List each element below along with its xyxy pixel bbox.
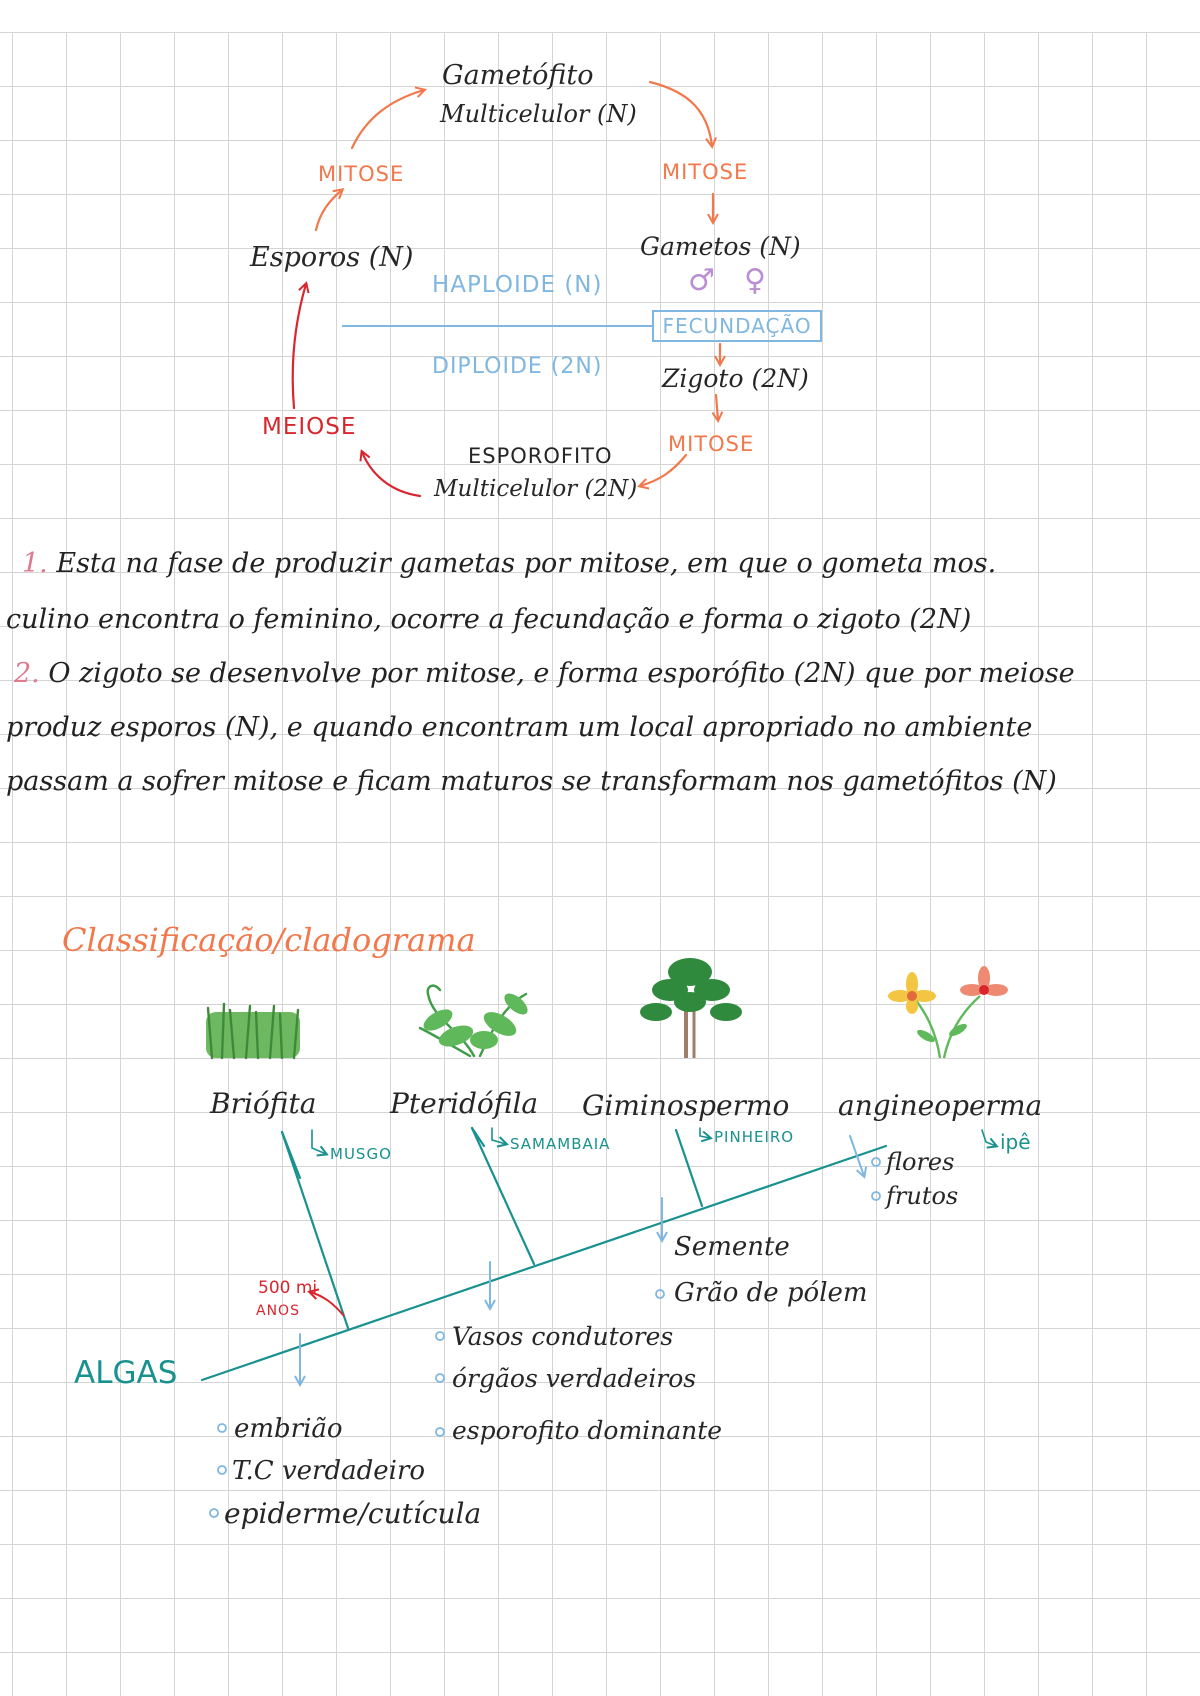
mitose-label-bottom: MITOSE: [668, 432, 755, 456]
example-ipe: ipê: [1000, 1130, 1031, 1154]
paragraph-2-line-3: passam a sofrer mitose e ficam maturos se transformam nos gametófitos (N): [6, 766, 1057, 797]
paragraph-1-line-2: culino encontra o feminino, ocorre a fecundação e forma o zigoto (2N): [6, 604, 972, 635]
esporofito-subtitle: Multicelulor (2N): [434, 476, 638, 502]
trait-node4-2: frutos: [886, 1182, 959, 1210]
cladogram-title: Classificação/cladograma: [62, 921, 476, 959]
fern-icon: [420, 986, 531, 1056]
moss-icon: [206, 1004, 300, 1058]
arrow-esporofito-to-meiose: [362, 452, 420, 496]
zigoto-label: Zigoto (2N): [662, 364, 809, 393]
group-name-gimnosperma: Giminospermo: [582, 1089, 790, 1122]
arrow-gametofito-to-mitose: [650, 82, 712, 146]
gametofito-title: Gametófito: [442, 60, 594, 91]
mitose-label-left: MITOSE: [318, 162, 405, 186]
gametos-label: Gametos (N): [640, 232, 801, 261]
meiose-label: MEIOSE: [262, 414, 357, 440]
gametofito-subtitle: Multicelulor (N): [440, 100, 637, 128]
branch-gimnosperma: [676, 1130, 702, 1206]
paragraph-2-line-2: produz esporos (N), e quando encontram um local apropriado no ambiente: [6, 712, 1033, 743]
arrow-mitose-to-gametofito: [352, 90, 424, 148]
pointer-pinheiro: [700, 1128, 710, 1138]
root-algas: ALGAS: [74, 1355, 178, 1391]
example-pinheiro: PINHEIRO: [714, 1128, 795, 1146]
flowers-icon: [888, 966, 1008, 1058]
fecundacao-box: FECUNDAÇÃO: [652, 310, 822, 342]
esporos-label: Esporos (N): [250, 242, 414, 273]
time-note-unit: ANOS: [256, 1303, 300, 1319]
arrow-zigoto-to-mitose: [716, 395, 718, 420]
trait-node2-1: Vasos condutores: [452, 1322, 674, 1351]
paragraph-1-line-1: 1. Esta na fase de produzir gametas por mitose, em que o gometa mos.: [22, 548, 997, 579]
group-name-angiosperma: angineoperma: [838, 1089, 1043, 1122]
trait-node2-2: órgãos verdadeiros: [452, 1364, 697, 1393]
time-note-value: 500 mi: [258, 1278, 318, 1298]
male-symbol: ♂: [688, 263, 715, 298]
mitose-label-right: MITOSE: [662, 160, 749, 184]
pointer-musgo: [312, 1130, 326, 1154]
tick-briofita-a: [282, 1132, 300, 1178]
example-musgo: MUSGO: [330, 1145, 392, 1163]
trait-node1-3: epiderme/cutícula: [224, 1497, 482, 1530]
pointer-ipe: [982, 1130, 996, 1146]
trait-node1-2: T.C verdadeiro: [232, 1456, 426, 1486]
arrow-meiose-to-esporos: [293, 284, 306, 408]
trait-node3-1: Semente: [674, 1232, 790, 1262]
trait-node1-1: embrião: [234, 1414, 343, 1444]
paragraph-2-number: 2.: [14, 658, 40, 689]
paragraph-1-number: 1.: [22, 548, 48, 579]
diploide-label: DIPLOIDE (2N): [432, 354, 603, 379]
trait-arrow-node4: [850, 1136, 864, 1176]
trait-node3-2: Grão de pólem: [674, 1278, 868, 1308]
pointer-samambaia: [492, 1128, 506, 1144]
example-samambaia: SAMAMBAIA: [510, 1135, 611, 1153]
esporofito-title: ESPOROFITO: [468, 444, 613, 468]
group-name-pteridofila: Pteridófila: [390, 1087, 539, 1120]
trait-node4-1: flores: [886, 1148, 955, 1176]
group-name-briofita: Briófita: [210, 1087, 317, 1120]
arrow-esporos-to-mitose: [316, 190, 342, 230]
paragraph-2-line-1: 2. O zigoto se desenvolve por mitose, e forma esporófito (2N) que por meiose: [14, 658, 1075, 689]
trait-node2-3: esporofito dominante: [452, 1416, 723, 1445]
female-symbol: ♀: [744, 263, 766, 298]
arrow-mitose-to-esporofito: [640, 455, 686, 486]
haploide-label: HAPLOIDE (N): [432, 272, 603, 298]
pine-tree-icon: [640, 958, 742, 1058]
